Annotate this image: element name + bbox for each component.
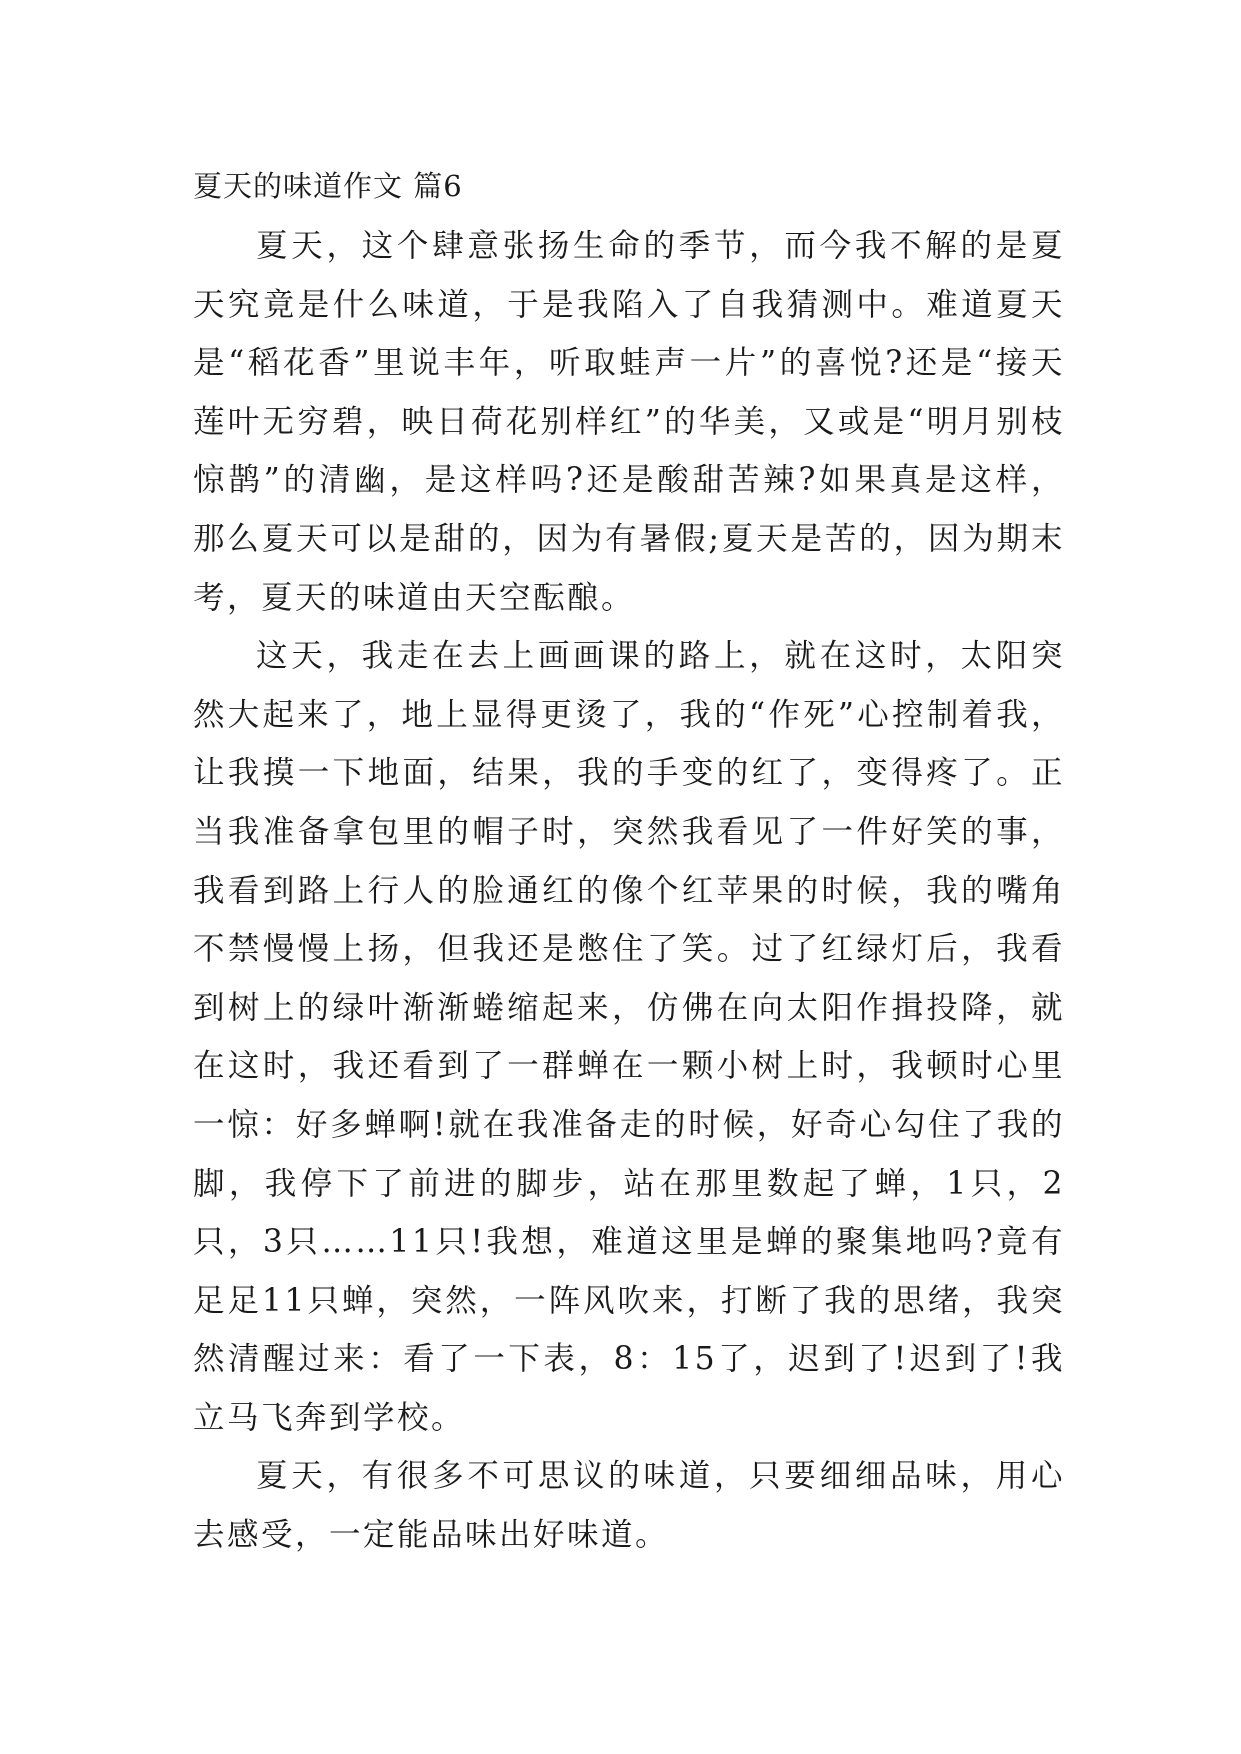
paragraph-1: 夏天，这个肆意张扬生命的季节，而今我不解的是夏天究竟是什么味道，于是我陷入了自我猜测中。难道夏天是“稻花香”里说丰年，听取蛙声一片”的喜悦?还是“接天莲叶无穷碧，映日荷花别样红”的华美，又或是“明月别枝惊鹊”的清幽，是这样吗?还是酸甜苦辣?如果真是这样，那么夏天可以是甜的，因为有暑假;夏天是苦的，因为期末考，夏天的味道由天空酝酿。 (193, 228, 1065, 616)
paragraph-3: 夏天，有很多不可思议的味道，只要细细品味，用心去感受，一定能品味出好味道。 (193, 1458, 1065, 1554)
document-title: 夏天的味道作文 篇6 (193, 169, 463, 203)
document-body (193, 166, 1065, 1565)
paragraph-2: 这天，我走在去上画画课的路上，就在这时，太阳突然大起来了，地上显得更烫了，我的“作死”心控制着我，让我摸一下地面，结果，我的手变的红了，变得疼了。正当我准备拿包里的帽子时，突然我看见了一件好笑的事，我看到路上行人的脸通红的像个红苹果的时候，我的嘴角不禁慢慢上扬，但我还是憋住了笑。过了红绿灯后，我看到树上的绿叶渐渐蜷缩起来，仿佛在向太阳作揖投降，就在这时，我还看到了一群蝉在一颗小树上时，我顿时心里一惊：好多蝉啊!就在我准备走的时候，好奇心勾住了我的脚，我停下了前进的脚步，站在那里数起了蝉，1只，2只，3只……11只!我想，难道这里是蝉的聚集地吗?竟有足足11只蝉，突然，一阵风吹来，打断了我的思绪，我突然清醒过来：看了一下表，8：15了，迟到了!迟到了!我立马飞奔到学校。 (193, 638, 1065, 1436)
